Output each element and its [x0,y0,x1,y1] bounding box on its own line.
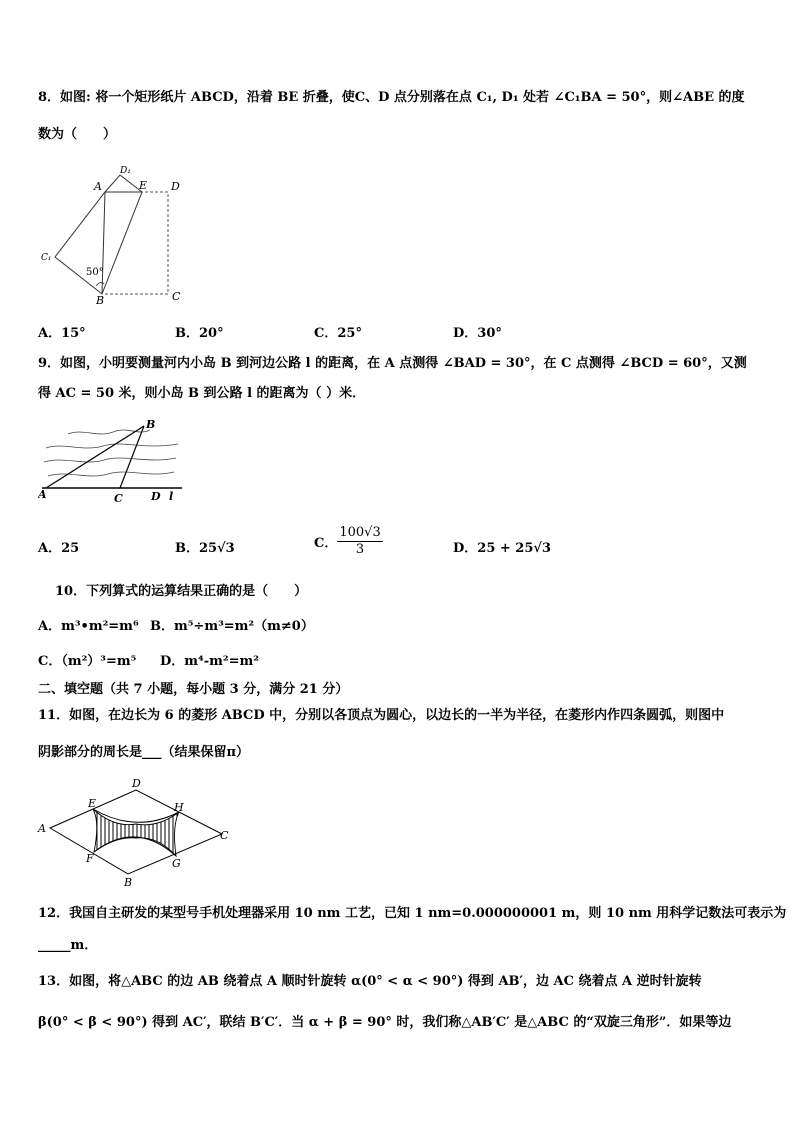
q11-shaded-region [93,809,179,856]
q11-figure [36,776,236,888]
q11-label-g: G [172,857,181,870]
q8-label-angle: 50° [86,267,104,278]
q8-line-ab [102,192,105,294]
q9-option-c-numerator: 100√3 [339,525,381,540]
q12-text-line2: _____m． [38,938,98,953]
q8-option-d: D．30° [453,326,502,341]
q8-label-b: B [96,294,105,307]
q8-figure [38,162,198,307]
q9-label-d: D [151,490,161,503]
q8-label-a: A [94,180,102,193]
q11-label-b: B [124,876,133,888]
q8-option-c: C．25° [314,326,362,341]
q9-option-c-label: C． [314,536,338,551]
q9-label-l: l [169,490,174,503]
q9-figure [38,416,188,506]
q11-label-f: F [86,852,94,865]
q8-label-c: C [172,290,181,303]
q9-option-c [314,525,383,558]
q9-option-c-denominator: 3 [355,542,365,557]
q11-label-e: E [88,797,97,810]
q8-label-e: E [139,179,148,192]
q13-text-line1: 13．如图，将△ABC 的边 AB 绕着点 A 顺时针旋转 α(0° < α < 90°) 得到 AB′，边 AC 绕着点 A 逆时针旋转 [38,974,702,989]
q10-option-c: C．（m²）³=m⁵ [38,654,137,669]
q10-option-b: B．m⁵÷m³=m²（m≠0） [150,619,314,634]
q9-text-line1: 9．如图，小明要测量河内小岛 B 到河边公路 l 的距离，在 A 点测得 ∠BAD = 30°，在 C 点测得 ∠BCD = 60°，又测 [38,356,747,371]
q9-option-c-fraction [337,525,382,558]
q9-label-b: B [146,418,156,431]
q11-label-d: D [132,777,141,790]
q12-text-line1: 12．我国自主研发的某型号手机处理器采用 10 nm 工艺，已知 1 nm=0.000000001 m，则 10 nm 用科学记数法可表示为 [38,906,787,921]
q8-label-c1: C₁ [41,253,52,263]
q9-line-ab [46,426,144,488]
q9-wave-3 [44,458,176,462]
q8-option-a: A．15° [38,326,86,341]
section-2-heading: 二、填空题（共 7 小题，每小题 3 分，满分 21 分） [38,682,349,697]
q9-option-b: B．25√3 [175,541,235,556]
q8-option-b: B．20° [175,326,224,341]
q9-option-d: D．25 + 25√3 [453,541,551,556]
q9-label-a: A [38,488,47,501]
q9-label-c: C [114,492,123,505]
q9-line-cb [120,426,144,488]
q13-text-line2: β(0° < β < 90°) 得到 AC′，联结 B′C′．当 α + β = 90° 时，我们称△AB′C′ 是△ABC 的“双旋三角形”．如果等边 [38,1015,732,1030]
q11-label-c: C [220,829,229,842]
q10-title: 10．下列算式的运算结果正确的是（ ） [55,584,308,599]
q8-angle-arc [96,282,104,286]
q11-label-h: H [174,801,184,814]
q9-option-a: A．25 [38,541,80,556]
q8-text-line1: 8．如图: 将一个矩形纸片 ABCD，沿着 BE 折叠，使C、D 点分别落在点 C₁, D₁ 处若 ∠C₁BA = 50°，则∠ABE 的度 [38,90,745,105]
q8-label-d1: D₁ [120,166,131,176]
q10-option-d: D．m⁴-m²=m² [160,654,259,669]
q11-text-line2: 阴影部分的周长是___（结果保留π） [38,745,250,760]
q8-text-line2: 数为（ ） [38,127,117,142]
q10-option-a: A．m³•m²=m⁶ [38,619,139,634]
q9-text-line2: 得 AC = 50 米，则小岛 B 到公路 l 的距离为（ ）米． [38,386,366,401]
q11-text-line1: 11．如图，在边长为 6 的菱形 ABCD 中，分别以各顶点为圆心，以边长的一半为半径，在菱形内作四条圆弧，则图中 [38,708,725,723]
q8-label-d: D [171,180,180,193]
q11-label-a: A [38,822,46,835]
